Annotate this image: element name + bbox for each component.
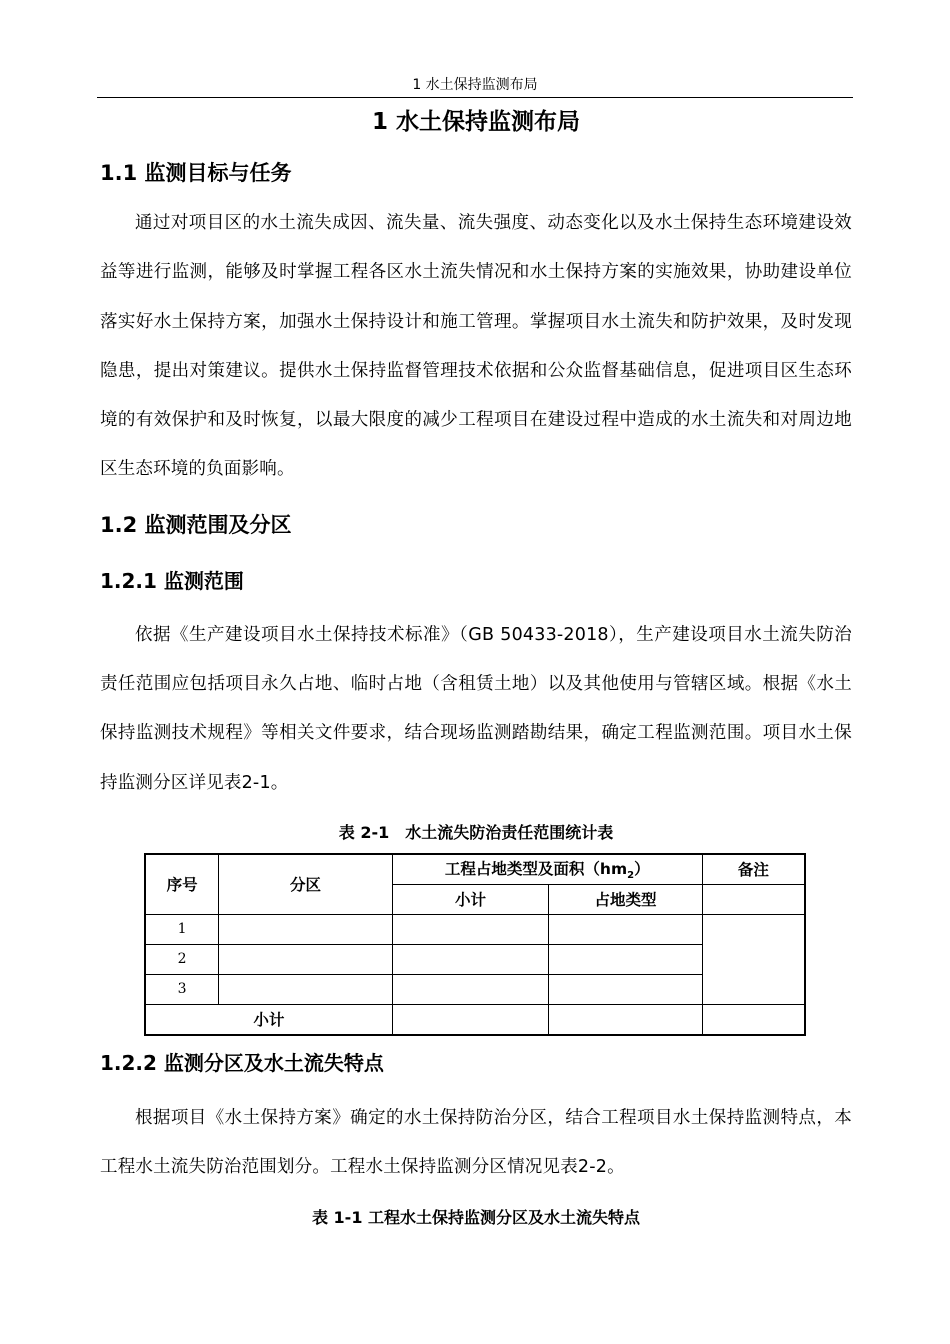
table-1-1-caption: 表 1-1 工程水土保持监测分区及水土流失特点 — [311, 1207, 641, 1227]
cell — [392, 974, 549, 1004]
cell — [392, 944, 549, 974]
header-no: 序号 — [145, 854, 219, 915]
header-remark: 备注 — [702, 854, 805, 885]
row-no: 3 — [145, 974, 219, 1004]
table-2-1 — [144, 853, 806, 1036]
header-zone: 分区 — [219, 854, 392, 915]
table-2-1-caption — [100, 822, 852, 844]
cell — [549, 914, 703, 944]
heading-1-1: 1.1 监测目标与任务 — [100, 161, 292, 185]
table-row — [145, 914, 805, 944]
row-no: 1 — [145, 914, 219, 944]
table-2-1-number: 表 2-1 — [338, 822, 390, 842]
paragraph-1-1: 通过对项目区的水土流失成因、流失量、流失强度、动态变化以及水土保持生态环境建设效益等进行监测，能够及时掌握工程各区水土流失情况和水土保持方案的实施效果，协助建设单位落实好水土保持方案，加强水土保持设计和施工管理。掌握项目水土流失和防护效果，及时发现隐患，提出对策建议。提供水土保持监督管理技术依据和公众监督基础信息，促进项目区生态环境的有效保护和及时恢复，以最大限度的减少工程项目在建设过程中造成的水土流失和对周边地区生态环境的负面影响。 — [100, 213, 852, 480]
header-remark-blank — [702, 884, 805, 914]
table-total-row — [145, 1004, 805, 1035]
header-land-type: 占地类型 — [549, 884, 703, 914]
page-content — [100, 105, 852, 1229]
cell — [549, 944, 703, 974]
heading-1-2-1: 1.2.1 监测范围 — [100, 568, 244, 593]
paragraph-1-2-2: 根据项目《水土保持方案》确定的水土保持防治分区，结合工程项目水土保持监测特点，本工程水土流失防治范围划分。工程水土保持监测分区情况见表2-2。 — [100, 1107, 852, 1178]
cell — [702, 1004, 805, 1035]
remark-cell — [702, 914, 805, 1004]
paragraph-1-2-1: 依据《生产建设项目水土保持技术标准》（GB 50433-2018），生产建设项目水土流失防治责任范围应包括项目永久占地、临时占地（含租赁土地）以及其他使用与管辖区域。根据《水土保持监测技术规程》等相关文件要求，结合现场监测踏勘结果，确定工程监测范围。项目水土保持监测分区详见表2-1。 — [100, 624, 852, 793]
header-subtotal: 小计 — [392, 884, 549, 914]
cell — [219, 914, 392, 944]
cell — [219, 974, 392, 1004]
table-header-row — [145, 854, 805, 885]
cell — [549, 974, 703, 1004]
running-header: 1 水土保持监测布局 — [412, 77, 538, 93]
cell — [392, 914, 549, 944]
chapter-title: 1 水土保持监测布局 — [371, 109, 580, 135]
heading-1-2: 1.2 监测范围及分区 — [100, 512, 292, 537]
cell — [219, 944, 392, 974]
cell — [392, 1004, 549, 1035]
heading-1-2-2: 1.2.2 监测分区及水土流失特点 — [100, 1050, 384, 1075]
cell — [549, 1004, 703, 1035]
header-rule — [97, 97, 853, 98]
header-land-area: 工程占地类型及面积$(hm_2)$ — [392, 854, 702, 885]
table-2-1-title: 水土流失防治责任范围统计表 — [405, 822, 614, 842]
row-no: 2 — [145, 944, 219, 974]
total-label: 小计 — [145, 1004, 392, 1035]
